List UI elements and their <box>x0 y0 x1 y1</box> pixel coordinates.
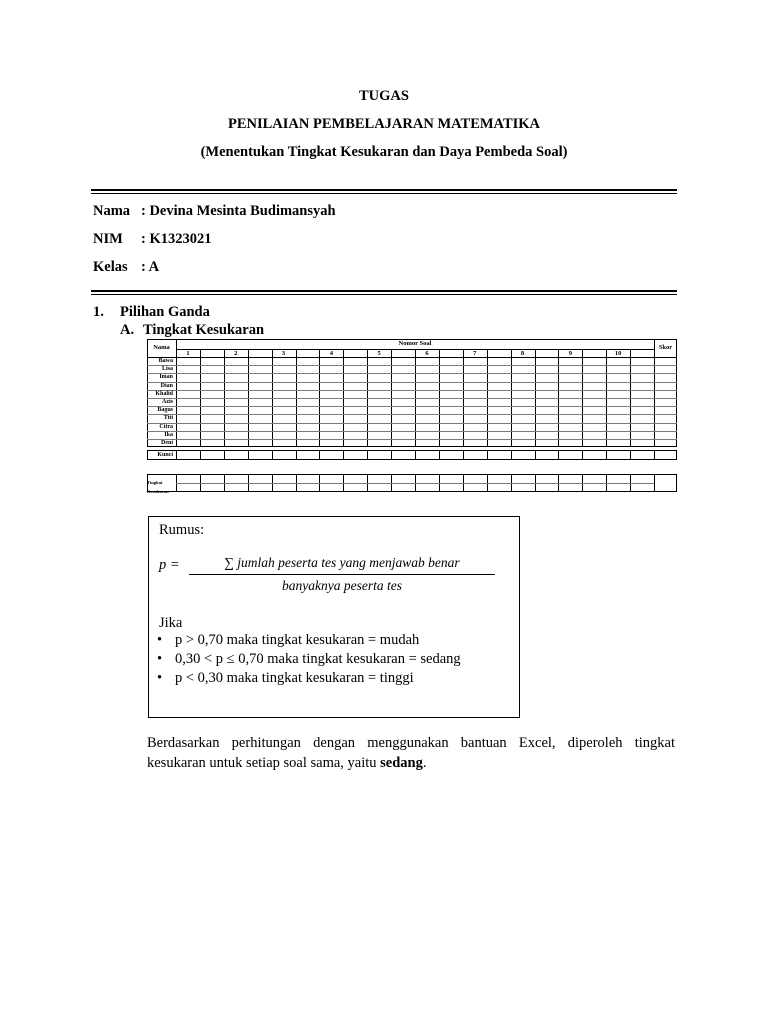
column-divider <box>654 474 655 492</box>
student-name: Dian <box>160 382 173 389</box>
column-divider <box>343 450 344 460</box>
student-name: Titi <box>163 415 173 422</box>
question-number: 10 <box>614 350 622 357</box>
conclusion-paragraph <box>147 733 675 773</box>
column-divider <box>487 450 488 460</box>
formula-lhs: p = <box>159 557 180 573</box>
column-divider <box>248 450 249 460</box>
student-name-row <box>93 203 336 220</box>
section-1-number: 1. <box>93 304 104 320</box>
nim-value: : K1323021 <box>141 231 212 247</box>
section-a-heading <box>120 322 264 339</box>
answer-table <box>147 339 677 496</box>
row-divider <box>147 382 677 383</box>
row-divider <box>147 439 677 440</box>
column-divider <box>582 450 583 460</box>
column-divider <box>415 450 416 460</box>
student-nim-row <box>93 231 211 248</box>
column-divider <box>439 450 440 460</box>
formula-box <box>148 516 520 718</box>
row-divider <box>147 414 677 415</box>
column-divider <box>176 450 177 460</box>
student-name: Ika <box>164 431 173 438</box>
column-divider <box>319 450 320 460</box>
section-a-letter: A. <box>120 322 135 338</box>
section-a-title: Tingkat Kesukaran <box>143 322 265 338</box>
name-value: : Devina Mesinta Budimansyah <box>141 203 336 219</box>
student-name: Citra <box>159 423 173 430</box>
document-topic: (Menentukan Tingkat Kesukaran dan Daya Pembeda Soal) <box>200 144 568 160</box>
nomor-soal-header: Nomor Soal <box>398 340 432 347</box>
column-divider <box>535 450 536 460</box>
row-divider <box>147 373 677 374</box>
skor-header: Skor <box>658 344 673 351</box>
row-divider <box>147 406 677 407</box>
bullet-icon: • <box>157 670 163 686</box>
tingkat-kesukaran-label: Tingkat Kesukaran <box>147 480 169 495</box>
name-label: Nama <box>93 203 131 219</box>
student-name: Khalid <box>155 390 173 397</box>
question-number: 3 <box>281 350 286 357</box>
column-divider <box>296 450 297 460</box>
student-name: Bagus <box>157 407 173 414</box>
bullet-icon: • <box>157 651 163 667</box>
student-name: Bawa <box>158 358 173 364</box>
nama-header: Nama <box>153 344 170 351</box>
question-number: 2 <box>234 350 238 357</box>
column-divider <box>606 450 607 460</box>
conclusion-emphasis: sedang <box>380 755 423 771</box>
condition-text: p < 0,30 maka tingkat kesukaran = tinggi <box>175 670 414 686</box>
row-divider <box>147 423 677 424</box>
section-1-title: Pilihan Ganda <box>120 304 210 320</box>
question-number: 9 <box>568 350 572 357</box>
column-divider <box>558 450 559 460</box>
student-name: Lisa <box>161 366 173 373</box>
kunci-label: Kunci <box>157 451 173 458</box>
formula-fraction <box>189 555 495 594</box>
formula-denominator: banyaknya peserta tes <box>282 578 402 593</box>
student-name: Iman <box>159 374 173 381</box>
header-divider-top <box>91 189 677 193</box>
question-number: 6 <box>425 350 429 357</box>
row-divider <box>147 431 677 432</box>
condition-intro: Jika <box>159 615 183 631</box>
question-number: 7 <box>473 350 477 357</box>
document-subtitle: PENILAIAN PEMBELAJARAN MATEMATIKA <box>227 116 541 132</box>
column-divider <box>654 450 655 460</box>
document-title: TUGAS <box>359 88 409 104</box>
question-number: 4 <box>329 350 333 357</box>
row-divider <box>147 365 677 366</box>
question-number: 8 <box>520 350 525 357</box>
nim-label: NIM <box>93 231 123 247</box>
formula-heading: Rumus: <box>159 522 205 538</box>
conclusion-text: Berdasarkan perhitungan dengan menggunakan bantuan Excel, diperoleh tingkat kesukaran untuk setiap soal sama, yaitu <box>147 735 675 771</box>
row-divider <box>176 483 654 484</box>
conclusion-end: . <box>422 755 427 771</box>
question-number: 1 <box>186 350 190 357</box>
column-divider <box>272 450 273 460</box>
formula-numerator: ∑ jumlah peserta tes yang menjawab benar <box>189 555 495 575</box>
kunci-row <box>147 450 677 460</box>
column-divider <box>200 450 201 460</box>
section-1-heading <box>93 304 210 321</box>
condition-list <box>157 631 461 688</box>
student-name: Deni <box>161 440 173 446</box>
question-number: 5 <box>377 350 381 357</box>
student-name: Azis <box>162 399 173 405</box>
condition-item <box>157 650 461 669</box>
condition-text: 0,30 < p ≤ 0,70 maka tingkat kesukaran = sedang <box>175 651 461 667</box>
condition-item <box>157 631 461 650</box>
header-divider-bottom <box>91 290 677 294</box>
bullet-icon: • <box>157 632 163 648</box>
column-divider <box>367 450 368 460</box>
row-divider <box>147 390 677 391</box>
column-divider <box>463 450 464 460</box>
student-class-row <box>93 259 159 276</box>
column-divider <box>391 450 392 460</box>
condition-item <box>157 669 461 688</box>
class-value: : A <box>141 259 160 275</box>
condition-text: p > 0,70 maka tingkat kesukaran = mudah <box>175 632 420 648</box>
column-divider <box>511 450 512 460</box>
column-divider <box>224 450 225 460</box>
column-divider <box>630 450 631 460</box>
row-divider <box>147 398 677 399</box>
class-label: Kelas <box>93 259 128 275</box>
